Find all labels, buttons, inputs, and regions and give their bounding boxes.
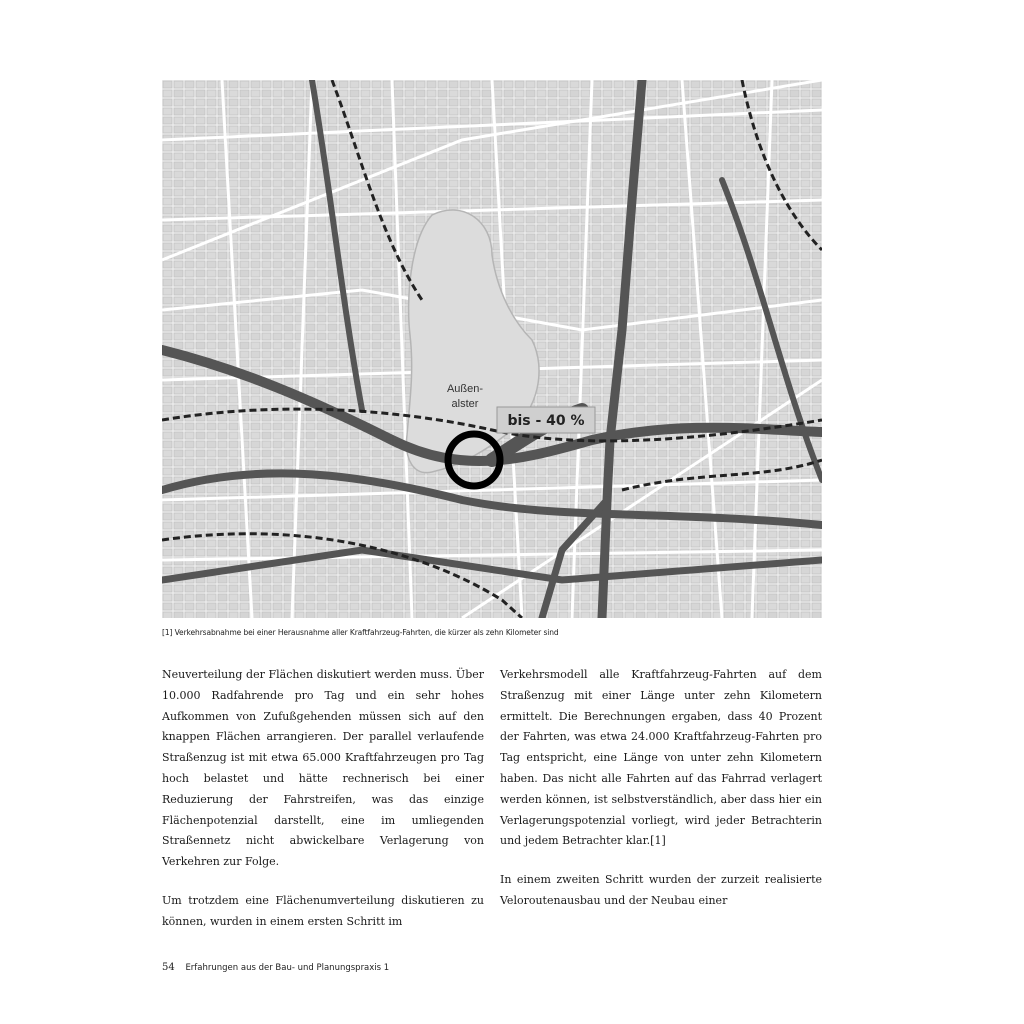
reduction-badge: bis - 40 % [507, 413, 585, 429]
paragraph: Neuverteilung der Flächen diskutiert werden muss. Über 10.000 Radfahrende pro Tag und ein sehr hohes Aufkommen von Zufußgehenden müssen sich auf den knappen Flächen arrangieren. Der parallel verlaufende Straßenzug ist mit etwa 65.000 Kraftfahrzeugen pro Tag hoch belastet und hätte rechnerisch bei einer Reduzierung der Fahrstreifen, was das einzige Flächenpotenzial darstellt, eine im umliegenden Straßennetz nicht abwickelbare Verlagerung von Verkehren zur Folge. [162, 668, 484, 869]
page-number: 54 [162, 962, 175, 973]
traffic-map [162, 80, 822, 618]
paragraph: Um trotzdem eine Flächenumverteilung diskutieren zu können, wurden in einem ersten Schritt im [162, 893, 484, 928]
paragraph: In einem zweiten Schritt wurden der zurzeit realisierte Veloroutenausbau und der Neubau einer [500, 873, 822, 907]
page-footer [162, 962, 389, 973]
running-title: Erfahrungen aus der Bau- und Planungspraxis 1 [185, 963, 390, 973]
lake-label-line2: alster [451, 398, 479, 410]
text-column-left [162, 665, 484, 951]
paragraph: Verkehrsmodell alle Kraftfahrzeug-Fahrten auf dem Straßenzug mit einer Länge unter zehn Kilometern ermittelt. Die Berechnungen ergaben, dass 40 Prozent der Fahrten, was etwa 24.000 Kraftfahrzeug-Fahrten pro Tag entspricht, eine Länge von unter zehn Kilometern haben. Das nicht alle Fahrten auf das Fahrrad verlagert werden können, ist selbstverständlich, aber dass hier ein Verlagerungspotenzial vorliegt, wird jeder Betrachterin und jedem Betrachter klar.[1] [500, 668, 822, 848]
lake-label-line1: Außen- [446, 383, 484, 395]
figure-caption: [1] Verkehrsabnahme bei einer Herausnahme aller Kraftfahrzeug-Fahrten, die kürzer als zehn Kilometer sind [162, 628, 559, 637]
text-column-right [500, 665, 822, 930]
